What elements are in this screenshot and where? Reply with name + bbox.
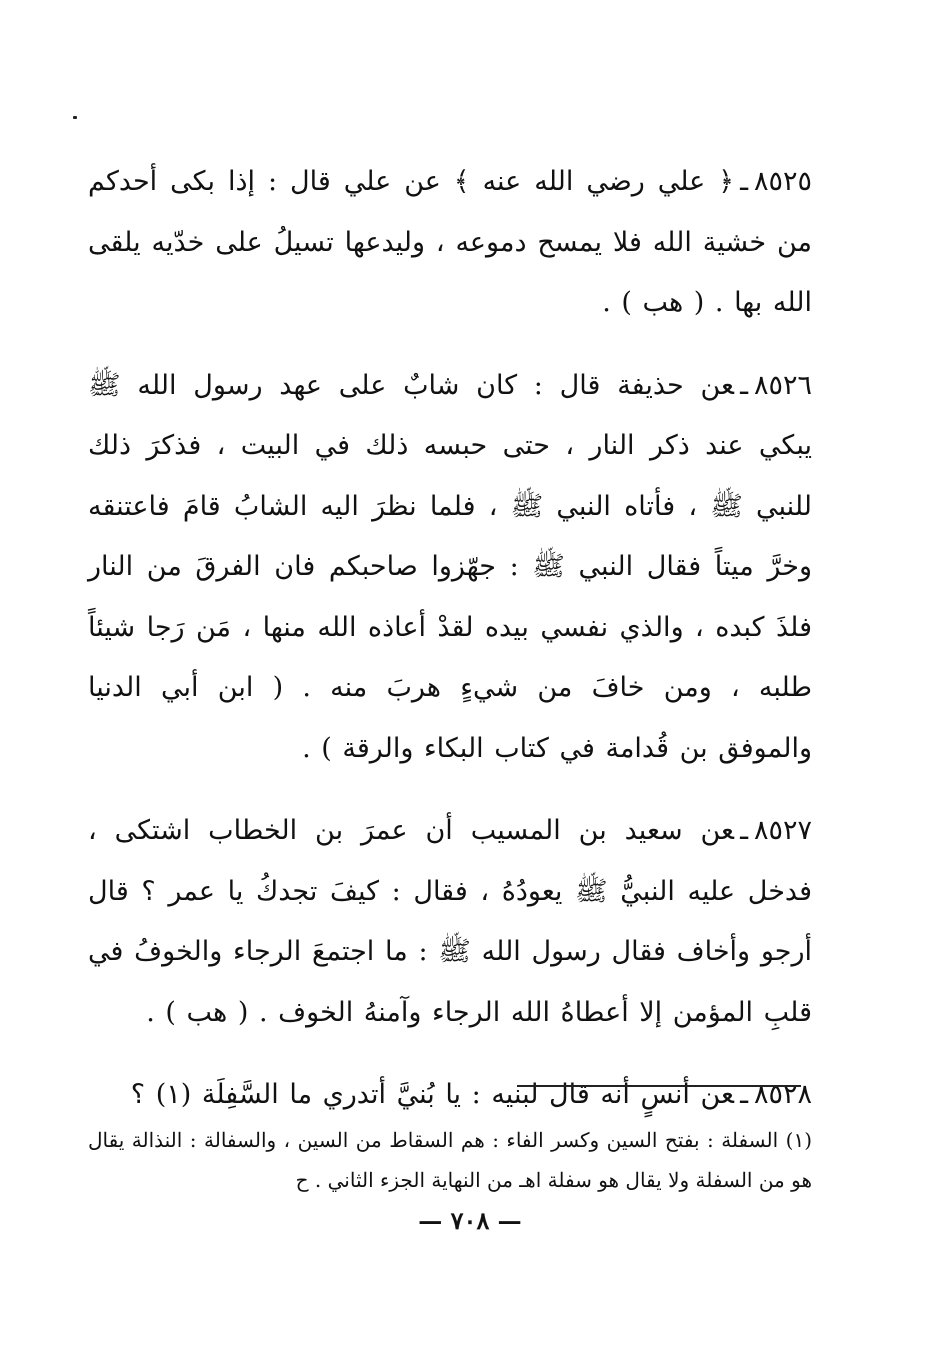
hadith-number: ٨٥٢٨ bbox=[753, 1079, 812, 1110]
ink-speck bbox=[73, 116, 77, 119]
hadith-text: عن سعيد بن المسيب أن عمرَ بن الخطاب اشتكى ، فدخل عليه النبيُّ ﷺ يعودُهُ ، فقال : كيفَ تجدكُ يا عمر ؟ قال أرجو وأخاف فقال رسول الله ﷺ : ما اجتمعَ الرجاء والخوفُ في قلبِ المؤمن إلا أعطاهُ الله الرجاء وآمنهُ الخوف . ( هب ) . bbox=[88, 815, 812, 1028]
hadith-text: ﴿ علي رضي الله عنه ﴾ عن علي قال : إذا بكى أحدكم من خشية الله فلا يمسح دموعه ، وليدعها تسيلُ على خدّيه يلقى الله بها . ( هب ) . bbox=[88, 166, 812, 318]
entry-dash: ـ bbox=[740, 166, 748, 197]
hadith-text: عن حذيفة قال : كان شابٌ على عهد رسول الله ﷺ يبكي عند ذكر النار ، حتى حبسه ذلك في البيت ، فذكرَ ذلك للنبي ﷺ ، فأتاه النبي ﷺ ، فلما نظرَ اليه الشابُ قامَ فاعتنقه وخرَّ ميتاً فقال النبي ﷺ : جهّزوا صاحبكم فان الفرقَ من النار فلذَ كبده ، والذي نفسي بيده لقدْ أعاذه الله منها ، مَن رَجا شيئاً طلبه ، ومن خافَ من شيءٍ هربَ منه . ( ابن أبي الدنيا والموفق بن قُدامة في كتاب البكاء والرقة ) . bbox=[88, 369, 812, 764]
hadith-text: عن أنسٍ أنه قال لبنيه : يا بُنيَّ أتدري ما السَّفِلَة (١) ؟ bbox=[130, 1079, 735, 1110]
hadith-entry bbox=[88, 1065, 812, 1126]
footnote-divider bbox=[517, 1085, 801, 1087]
hadith-entry bbox=[88, 356, 812, 780]
hadith-number: ٨٥٢٦ bbox=[753, 369, 812, 401]
entry-dash: ـ bbox=[740, 1079, 748, 1110]
main-text-block bbox=[88, 152, 812, 1148]
hadith-number: ٨٥٢٧ bbox=[753, 815, 812, 846]
hadith-entry bbox=[88, 801, 812, 1043]
hadith-entry bbox=[88, 152, 812, 334]
entry-dash: ـ bbox=[740, 815, 748, 846]
entry-dash: ـ bbox=[740, 369, 748, 401]
footnote: (١) السفلة : بفتح السين وكسر الفاء : هم السقاط من السين ، والسفالة : النذالة يقال هو من السفلة ولا يقال هو سفلة اهـ من النهاية الجزء الثاني . ح bbox=[88, 1128, 812, 1192]
hadith-number: ٨٥٢٥ bbox=[753, 166, 812, 197]
page-number: — ٧٠٨ — bbox=[418, 1206, 522, 1235]
